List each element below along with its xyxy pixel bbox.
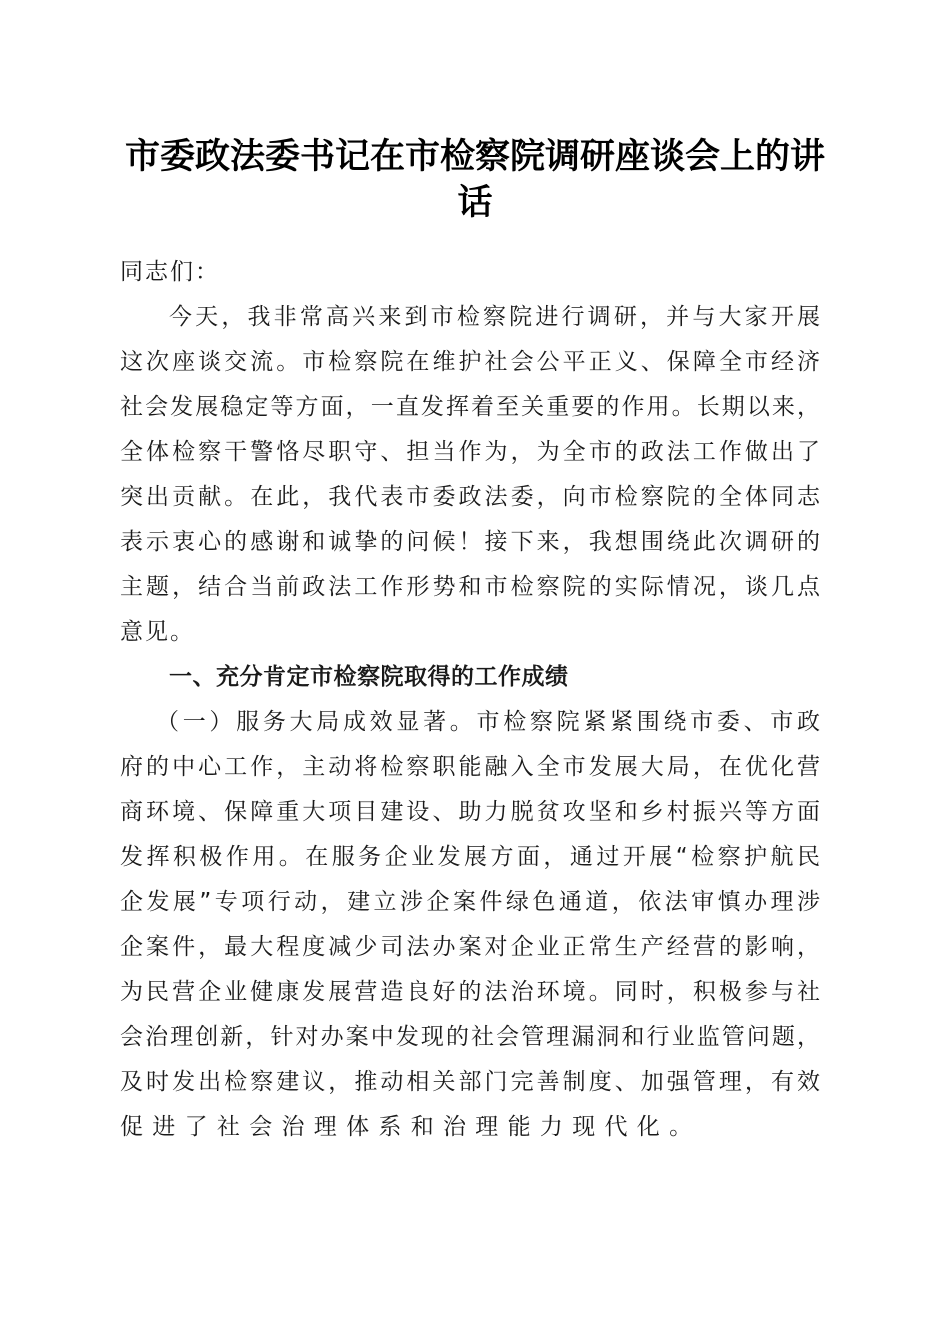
paragraph-line: 社会发展稳定等方面，一直发挥着至关重要的作用。长期以来， bbox=[120, 394, 820, 420]
document-title bbox=[100, 134, 850, 226]
paragraph-line: 今天，我非常高兴来到市检察院进行调研，并与大家开展 bbox=[169, 304, 820, 330]
paragraph-line: 会治理创新，针对办案中发现的社会管理漏洞和行业监管问题， bbox=[120, 1024, 820, 1050]
paragraph-line: 全体检察干警恪尽职守、担当作为，为全市的政法工作做出了 bbox=[120, 439, 820, 465]
paragraph-line: 为民营企业健康发展营造良好的法治环境。同时，积极参与社 bbox=[120, 979, 820, 1005]
paragraph-line: 及时发出检察建议，推动相关部门完善制度、加强管理，有效 bbox=[120, 1069, 820, 1095]
intro-paragraph bbox=[120, 295, 835, 655]
subsection-paragraph bbox=[120, 700, 835, 1150]
paragraph-line: 表示衷心的感谢和诚挚的问候！接下来，我想围绕此次调研的 bbox=[120, 529, 820, 555]
title-line-1: 市委政法委书记在市检察院调研座谈会上的讲 bbox=[124, 136, 825, 177]
paragraph-line: 商环境、保障重大项目建设、助力脱贫攻坚和乡村振兴等方面 bbox=[120, 799, 820, 825]
paragraph-line: 企发展”专项行动，建立涉企案件绿色通道，依法审慎办理涉 bbox=[120, 889, 820, 915]
salutation: 同志们： bbox=[120, 259, 220, 285]
section-heading: 一、充分肯定市检察院取得的工作成绩 bbox=[169, 664, 569, 690]
document-body bbox=[120, 250, 835, 1150]
paragraph-line: 突出贡献。在此，我代表市委政法委，向市检察院的全体同志 bbox=[120, 484, 820, 510]
paragraph-line: 主题，结合当前政法工作形势和市检察院的实际情况，谈几点 bbox=[120, 574, 820, 600]
paragraph-line: 企案件，最大程度减少司法办案对企业正常生产经营的影响， bbox=[120, 934, 820, 960]
paragraph-line: 这次座谈交流。市检察院在维护社会公平正义、保障全市经济 bbox=[120, 349, 820, 375]
paragraph-line: 发挥积极作用。在服务企业发展方面，通过开展“检察护航民 bbox=[120, 844, 820, 870]
paragraph-line: 促进了社会治理体系和治理能力现代化。 bbox=[120, 1114, 702, 1140]
title-line-2: 话 bbox=[457, 182, 493, 223]
paragraph-line: （一）服务大局成效显著。市检察院紧紧围绕市委、市政 bbox=[156, 709, 820, 735]
paragraph-line: 意见。 bbox=[120, 619, 195, 645]
paragraph-line: 府的中心工作，主动将检察职能融入全市发展大局，在优化营 bbox=[120, 754, 820, 780]
